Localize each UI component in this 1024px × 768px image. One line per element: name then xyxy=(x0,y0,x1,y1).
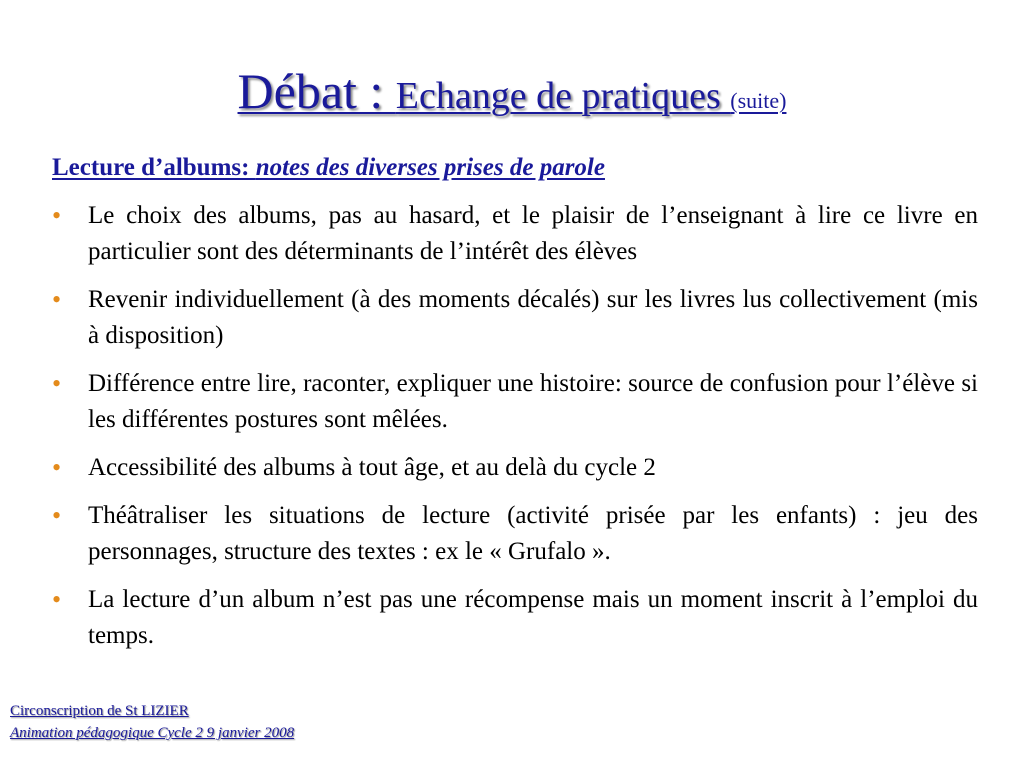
bullet-text: Théâtraliser les situations de lecture (activité prisée par les enfants) : jeu des personnages, structure des textes : ex le « Grufalo ». xyxy=(88,502,978,565)
bullet-text: Revenir individuellement (à des moments décalés) sur les livres lus collectivement (mis à disposition) xyxy=(88,286,978,349)
slide-footer xyxy=(10,700,294,744)
list-item xyxy=(52,198,978,270)
bullet-dot-icon: • xyxy=(52,201,62,230)
bullet-dot-icon: • xyxy=(52,285,62,314)
subtitle-bold: Lecture d’albums: xyxy=(52,154,256,181)
title-main: Débat : xyxy=(237,63,396,119)
slide-title xyxy=(0,63,1024,119)
list-item xyxy=(52,582,978,654)
bullet-dot-icon: • xyxy=(52,453,62,482)
subtitle-italic: notes des diverses prises de parole xyxy=(255,154,605,181)
bullet-text: Différence entre lire, raconter, expliquer une histoire: source de confusion pour l’élève si les différentes postures sont mêlées. xyxy=(88,370,978,433)
bullet-text: Accessibilité des albums à tout âge, et au delà du cycle 2 xyxy=(88,454,656,481)
bullet-dot-icon: • xyxy=(52,369,62,398)
bullet-dot-icon: • xyxy=(52,501,62,530)
bullet-text: Le choix des albums, pas au hasard, et le plaisir de l’enseignant à lire ce livre en particulier sont des déterminants de l’intérêt des élèves xyxy=(88,202,978,265)
footer-event: Animation pédagogique Cycle 2 9 janvier 2008 xyxy=(10,725,295,741)
list-item xyxy=(52,450,978,486)
list-item xyxy=(52,498,978,570)
section-subtitle xyxy=(52,154,605,182)
bullet-text: La lecture d’un album n’est pas une récompense mais un moment inscrit à l’emploi du temps. xyxy=(88,586,978,649)
footer-circonscription: Circonscription de St LIZIER xyxy=(10,703,189,719)
bullet-list xyxy=(52,198,978,658)
title-suite: (suite) xyxy=(730,88,787,113)
title-sub: Echange de pratiques xyxy=(395,75,731,117)
list-item xyxy=(52,366,978,438)
bullet-dot-icon: • xyxy=(52,585,62,614)
list-item xyxy=(52,282,978,354)
